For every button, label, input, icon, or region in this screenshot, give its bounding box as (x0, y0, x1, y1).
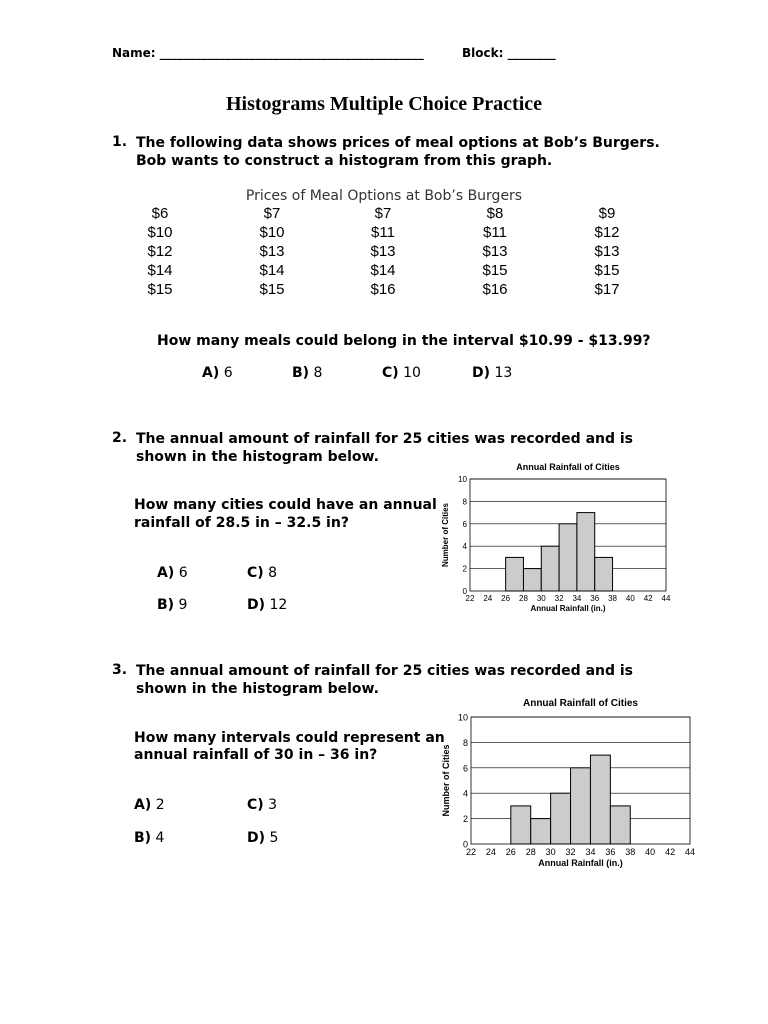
histogram-bar (577, 513, 595, 591)
y-tick-label: 10 (457, 712, 468, 723)
price-cell: $10 (147, 224, 173, 241)
price-cell: $15 (594, 262, 620, 279)
x-tick-label: 32 (565, 847, 576, 857)
x-tick-label: 26 (505, 847, 516, 857)
price-cell: $10 (259, 224, 285, 241)
price-cell: $14 (370, 262, 396, 279)
q3-choice-a[interactable]: A) 2 (134, 797, 165, 813)
q1-table-caption: Prices of Meal Options at Bob’s Burgers (245, 188, 523, 204)
q1-question: How many meals could belong in the interval $10.99 - $13.99? (157, 333, 651, 349)
histogram-bar (541, 546, 559, 591)
y-tick-label: 4 (462, 788, 468, 799)
q2-choice-d[interactable]: D) 12 (247, 597, 288, 613)
q1-text: The following data shows prices of meal options at Bob’s Burgers. Bob wants to construct a histogram from this graph. (136, 135, 660, 169)
histogram-bar (590, 755, 610, 844)
q3-choice-d[interactable]: D) 5 (247, 830, 279, 846)
q2-question-line2: rainfall of 28.5 in – 32.5 in? (134, 515, 349, 531)
histogram-bar (523, 569, 541, 591)
price-cell: $15 (259, 281, 285, 298)
q3-choice-c[interactable]: C) 3 (247, 797, 278, 813)
block-field-label: Block: ________ (462, 46, 556, 60)
q2-choice-c[interactable]: C) 8 (247, 565, 278, 581)
y-tick-label: 2 (462, 814, 468, 825)
x-tick-label: 36 (590, 594, 600, 603)
y-tick-label: 6 (462, 519, 467, 529)
histogram-bar (551, 793, 571, 844)
q2-choice-a[interactable]: A) 6 (157, 565, 188, 581)
x-tick-label: 30 (545, 847, 556, 857)
price-cell: $13 (482, 243, 508, 260)
price-cell: $15 (147, 281, 173, 298)
price-cell: $14 (259, 262, 285, 279)
price-cell: $7 (374, 205, 392, 222)
q1-choice-d[interactable]: D) 13 (472, 365, 513, 381)
x-tick-label: 24 (483, 594, 493, 603)
q3-histogram (438, 692, 700, 878)
price-cell: $13 (259, 243, 285, 260)
histogram-bar (559, 524, 577, 591)
q2-choice-b[interactable]: B) 9 (157, 597, 188, 613)
q1-choice-c[interactable]: C) 10 (382, 365, 421, 381)
q3-choice-b[interactable]: B) 4 (134, 830, 165, 846)
price-cell: $16 (482, 281, 508, 298)
y-tick-label: 6 (462, 763, 468, 774)
price-cell: $14 (147, 262, 173, 279)
histogram-bar (511, 806, 531, 844)
price-cell: $16 (370, 281, 396, 298)
x-tick-label: 34 (585, 847, 596, 857)
price-cell: $13 (594, 243, 620, 260)
price-cell: $17 (594, 281, 620, 298)
q1-number: 1. (112, 134, 128, 150)
price-cell: $6 (151, 205, 169, 222)
x-tick-label: 22 (465, 594, 475, 603)
x-tick-label: 28 (525, 847, 536, 857)
q3-question-line1: How many intervals could represent an (134, 730, 445, 746)
q3-question-line2: annual rainfall of 30 in – 36 in? (134, 747, 378, 763)
q3-text: The annual amount of rainfall for 25 cities was recorded and is shown in the histogram below. (136, 663, 634, 697)
histogram-bar (610, 806, 630, 844)
x-axis-label: Annual Rainfall (in.) (530, 604, 606, 613)
q2-histogram (440, 458, 680, 620)
q2-text: The annual amount of rainfall for 25 cities was recorded and is shown in the histogram below. (136, 431, 634, 465)
price-cell: $15 (482, 262, 508, 279)
page-title: Histograms Multiple Choice Practice (225, 93, 543, 115)
chart-title: Annual Rainfall of Cities (516, 462, 620, 472)
name-field-label: Name: ____________________________________________ (112, 46, 424, 60)
x-tick-label: 38 (625, 847, 636, 857)
x-tick-label: 44 (661, 594, 671, 603)
y-axis-label: Number of Cities (441, 502, 450, 568)
price-cell: $8 (486, 205, 504, 222)
y-axis-label: Number of Cities (441, 744, 451, 817)
x-tick-label: 28 (519, 594, 528, 603)
price-cell: $7 (263, 205, 281, 222)
y-tick-label: 8 (462, 497, 467, 507)
y-tick-label: 10 (458, 475, 467, 484)
q3-number: 3. (112, 662, 128, 678)
x-tick-label: 30 (536, 594, 546, 603)
q2-question-line1: How many cities could have an annual (134, 497, 437, 513)
x-tick-label: 38 (608, 594, 617, 603)
x-tick-label: 40 (625, 594, 635, 603)
y-tick-label: 0 (462, 587, 467, 596)
q2-number: 2. (112, 430, 128, 446)
y-tick-label: 2 (462, 564, 467, 574)
y-tick-label: 8 (462, 737, 468, 748)
chart-title: Annual Rainfall of Cities (522, 698, 639, 709)
x-axis-label: Annual Rainfall (in.) (538, 858, 623, 868)
q1-choice-b[interactable]: B) 8 (292, 365, 323, 381)
price-cell: $12 (594, 224, 620, 241)
histogram-bar (531, 819, 551, 844)
price-cell: $11 (483, 224, 507, 241)
x-tick-label: 40 (645, 847, 656, 857)
x-tick-label: 42 (665, 847, 676, 857)
x-tick-label: 32 (554, 594, 564, 603)
price-cell: $12 (147, 243, 173, 260)
x-tick-label: 36 (605, 847, 616, 857)
histogram-bar (595, 557, 613, 591)
price-cell: $11 (371, 224, 395, 241)
y-tick-label: 4 (462, 542, 467, 552)
x-tick-label: 42 (643, 594, 653, 603)
price-cell: $13 (370, 243, 396, 260)
x-tick-label: 34 (572, 594, 582, 603)
histogram-bar (571, 768, 591, 844)
x-tick-label: 26 (501, 594, 511, 603)
x-tick-label: 24 (485, 847, 496, 857)
price-cell: $9 (598, 205, 616, 222)
histogram-bar (506, 557, 524, 591)
y-tick-label: 0 (462, 839, 468, 850)
q1-choice-a[interactable]: A) 6 (202, 365, 233, 381)
x-tick-label: 44 (684, 847, 696, 857)
x-tick-label: 22 (465, 847, 477, 857)
